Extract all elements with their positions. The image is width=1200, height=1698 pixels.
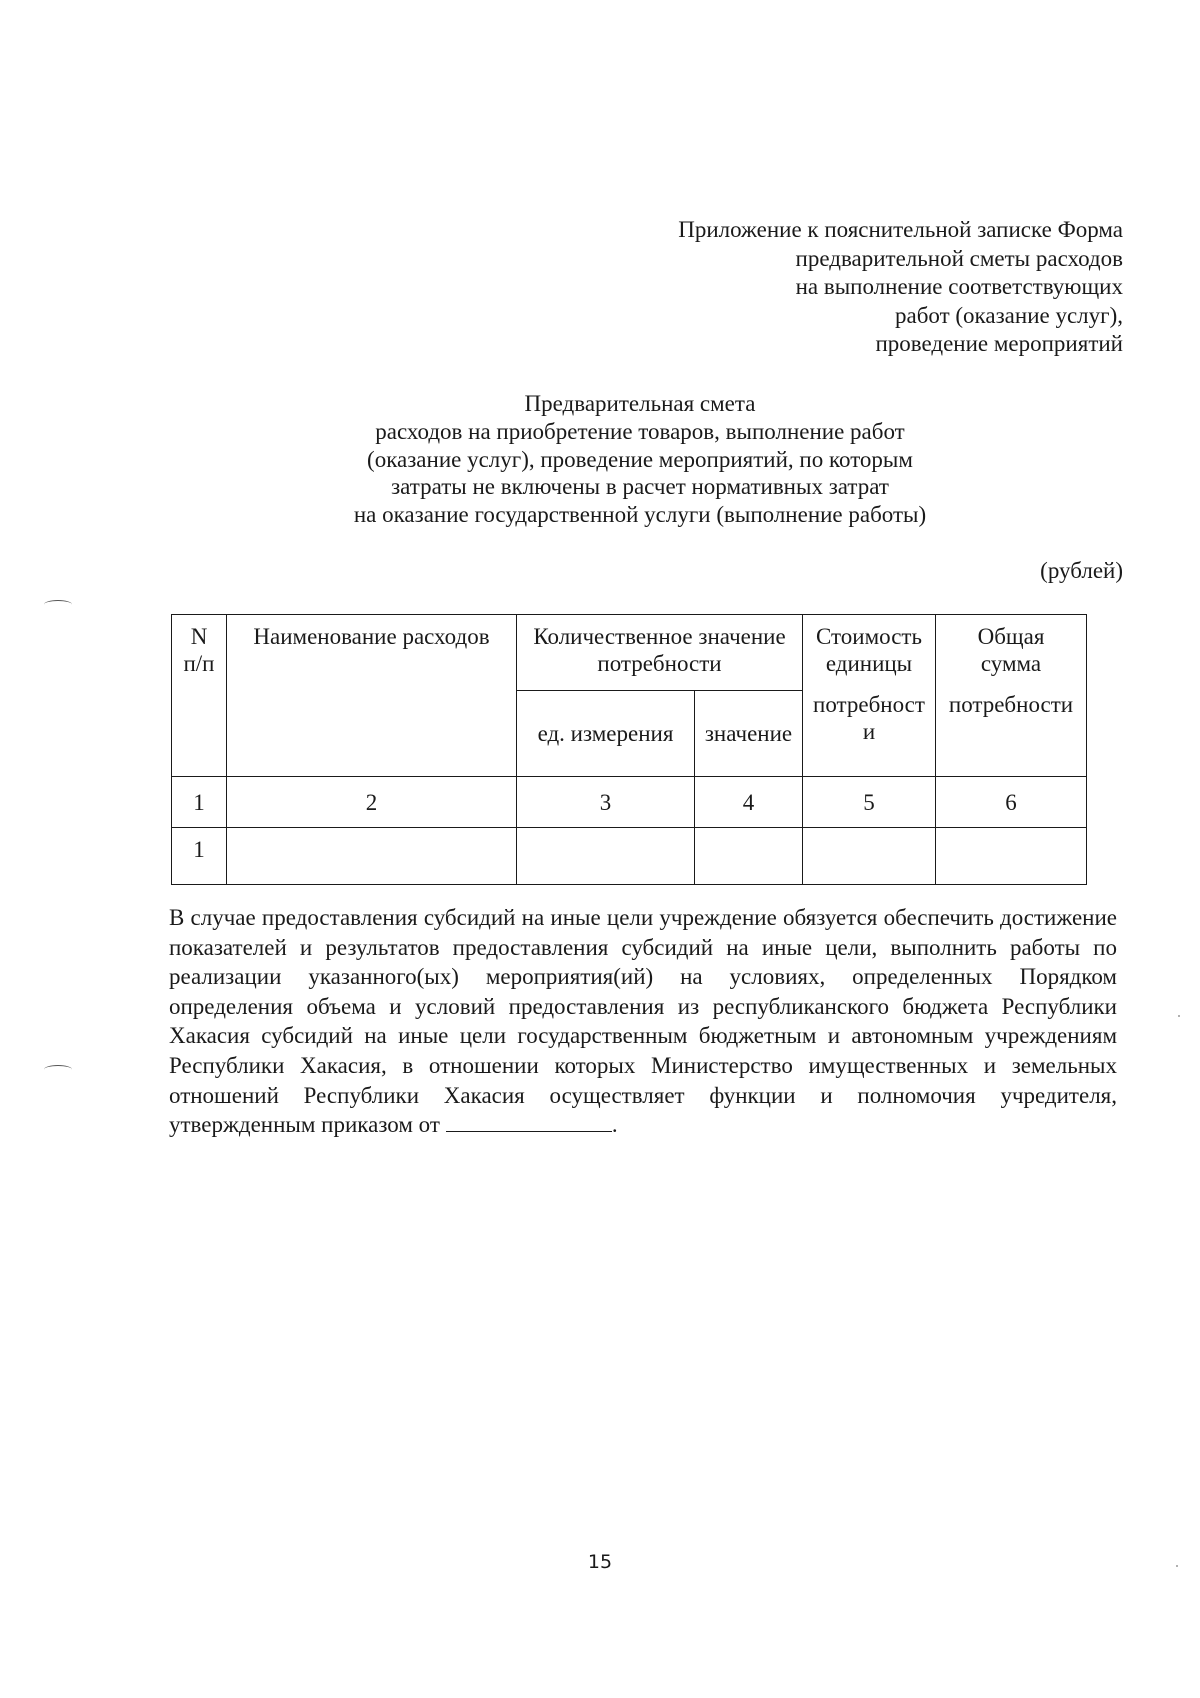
- scan-dust-dot: [1176, 1565, 1178, 1567]
- appendix-line: на выполнение соответствующих: [795, 274, 1123, 300]
- page-number: 15: [587, 1551, 613, 1573]
- header-unit-measure: ед. измерения: [517, 691, 695, 777]
- header-no: [172, 615, 227, 777]
- header-total-cont: [936, 691, 1087, 777]
- appendix-line: предварительной сметы расходов: [795, 245, 1123, 271]
- title-line: Предварительная смета: [524, 391, 756, 416]
- obligation-paragraph: [169, 903, 1117, 1140]
- header-total: [936, 615, 1087, 691]
- estimate-table: [171, 614, 1087, 885]
- column-number: 3: [517, 777, 695, 828]
- appendix-line: работ (оказание услуг),: [894, 302, 1123, 328]
- header-unit-cost-line: и: [862, 718, 876, 744]
- header-value: значение: [695, 691, 803, 777]
- paragraph-text: В случае предоставления субсидий на иные цели учреждение обязуется обеспечить достижение показателей и результатов предоставления субсидий на иные цели, выполнить работы по реализации указанного(ых) мероприятия(ий) на условиях, определенных Порядком определения объема и условий предоставления из республиканского бюджета Республики Хакасия субсидий на иные цели государственным бюджетным и автономным учреждениям Республики Хакасия, в отношении которых Министерство имущественных и земельных отношений Республики Хакасия осуществляет функции и полномочия учредителя, утвержденным приказом от: [169, 905, 1117, 1138]
- row-unit-measure: [517, 828, 695, 885]
- title-line: расходов на приобретение товаров, выполнение работ: [375, 418, 905, 444]
- header-total-line: Общая: [977, 624, 1045, 649]
- row-name: [227, 828, 517, 885]
- title-line: на оказание государственной услуги (выполнение работы): [353, 502, 927, 528]
- header-total-line: потребности: [948, 691, 1074, 717]
- scan-margin-mark: [44, 600, 72, 609]
- table-row: [172, 828, 1087, 885]
- row-total: [936, 828, 1087, 885]
- header-no-line: N: [190, 624, 208, 649]
- appendix-line: проведение мероприятий: [875, 331, 1123, 357]
- column-number: 5: [803, 777, 936, 828]
- column-number: 4: [695, 777, 803, 828]
- order-date-blank: [446, 1111, 612, 1132]
- header-total-line: сумма: [980, 651, 1042, 676]
- scan-dust-dot: [1178, 1015, 1180, 1017]
- column-number: 2: [227, 777, 517, 828]
- scan-margin-mark: [44, 1065, 72, 1074]
- header-unit-cost-line: Стоимость: [816, 624, 922, 649]
- header-unit-cost-cont: [803, 691, 936, 777]
- appendix-line: Приложение к пояснительной записке Форма: [678, 217, 1123, 242]
- paragraph-end: .: [611, 1112, 618, 1138]
- title-line: (оказание услуг), проведение мероприятий, по которым: [367, 446, 913, 472]
- row-unit-cost: [803, 828, 936, 885]
- column-number: 6: [936, 777, 1087, 828]
- appendix-note: [678, 216, 1123, 359]
- title-line: затраты не включены в расчет нормативных затрат: [391, 474, 889, 500]
- currency-unit: (рублей): [1040, 558, 1123, 583]
- header-no-line: п/п: [183, 651, 215, 676]
- column-number: 1: [172, 777, 227, 828]
- row-no: 1: [172, 828, 227, 885]
- header-unit-cost: [803, 615, 936, 691]
- header-unit-cost-line: потребност: [813, 691, 925, 717]
- header-quantity: Количественное значение потребности: [517, 615, 803, 691]
- document-title: [340, 390, 940, 529]
- row-value: [695, 828, 803, 885]
- header-expense-name: Наименование расходов: [227, 615, 517, 777]
- header-unit-cost-line: единицы: [825, 651, 913, 676]
- column-number-row: [172, 777, 1087, 828]
